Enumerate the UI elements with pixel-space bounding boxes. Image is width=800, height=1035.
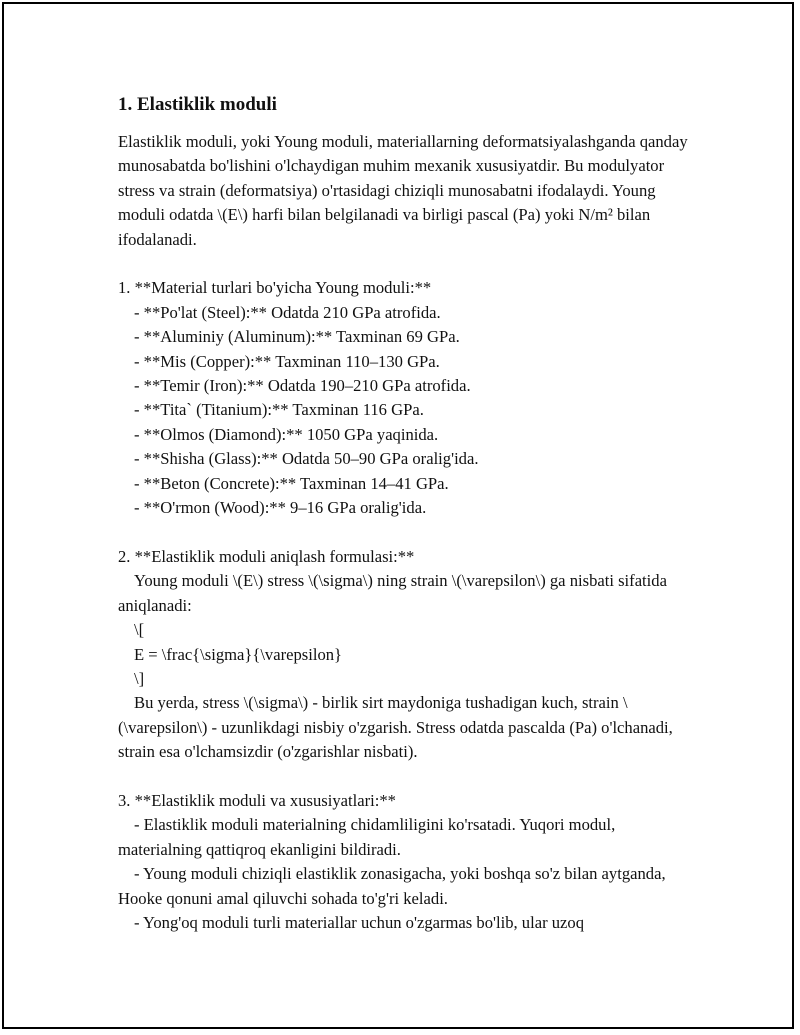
document-body xyxy=(118,92,688,935)
formula-description: Young moduli \(E\) stress \(\sigma\) ning strain \(\varepsilon\) ga nisbati sifatida aniqlanadi: xyxy=(118,571,667,615)
list-item: - **Beton (Concrete):** Taxminan 14–41 GPa. xyxy=(134,473,449,493)
formula-expression: E = \frac{\sigma}{\varepsilon} xyxy=(134,644,343,664)
list-item: - **Tita` (Titanium):** Taxminan 116 GPa. xyxy=(134,400,424,420)
section-formula xyxy=(118,545,688,765)
list-item: - **Aluminiy (Aluminum):** Taxminan 69 GPa. xyxy=(134,327,460,347)
formula-explanation: Bu yerda, stress \(\sigma\) - birlik sirt maydoniga tushadigan kuch, strain \(\varepsilon\) - uzunlikdagi nisbiy o'zgarish. Stress odatda pascalda (Pa) o'lchanadi, strain esa o'lchamsizdir (o'zgarishlar nisbati). xyxy=(118,693,673,762)
list-item: - **Temir (Iron):** Odatda 190–210 GPa atrofida. xyxy=(134,376,471,396)
list-item: - Elastiklik moduli materialning chidamliligini ko'rsatadi. Yuqori modul, materialning qattiqroq ekanligini bildiradi. xyxy=(118,815,616,859)
list-item: - **Po'lat (Steel):** Odatda 210 GPa atrofida. xyxy=(134,302,441,322)
section-title: 2. **Elastiklik moduli aniqlash formulasi:** xyxy=(118,546,415,566)
formula-open: \[ xyxy=(134,620,145,640)
list-item: - Young moduli chiziqli elastiklik zonasigacha, yoki boshqa so'z bilan aytganda, Hooke qonuni amal qiluvchi sohada to'g'ri keladi. xyxy=(118,864,666,908)
list-item: - **Shisha (Glass):** Odatda 50–90 GPa oralig'ida. xyxy=(134,449,479,469)
section-title: 1. **Material turlari bo'yicha Young moduli:** xyxy=(118,278,432,298)
intro-paragraph: Elastiklik moduli, yoki Young moduli, materiallarning deformatsiyalashganda qanday munosabatda bo'lishini o'lchaydigan muhim mexanik xususiyatdir. Bu modulyator stress va strain (deformatsiya) o'rtasidagi chiziqli munosabatni ifodalaydi. Young moduli odatda \(E\) harfi bilan belgilanadi va birligi pascal (Pa) yoki N/m² bilan ifodalanadi. xyxy=(118,132,688,249)
list-item: - **Mis (Copper):** Taxminan 110–130 GPa. xyxy=(134,351,440,371)
formula-close: \] xyxy=(134,668,145,688)
section-material-types xyxy=(118,276,688,520)
list-item: - **Olmos (Diamond):** 1050 GPa yaqinida. xyxy=(134,424,439,444)
section-heading: 1. Elastiklik moduli xyxy=(118,94,277,115)
list-item: - **O'rmon (Wood):** 9–16 GPa oralig'ida. xyxy=(134,498,427,518)
section-properties xyxy=(118,789,688,935)
section-title: 3. **Elastiklik moduli va xususiyatlari:** xyxy=(118,790,396,810)
list-item: - Yong'oq moduli turli materiallar uchun o'zgarmas bo'lib, ular uzoq xyxy=(134,912,584,932)
